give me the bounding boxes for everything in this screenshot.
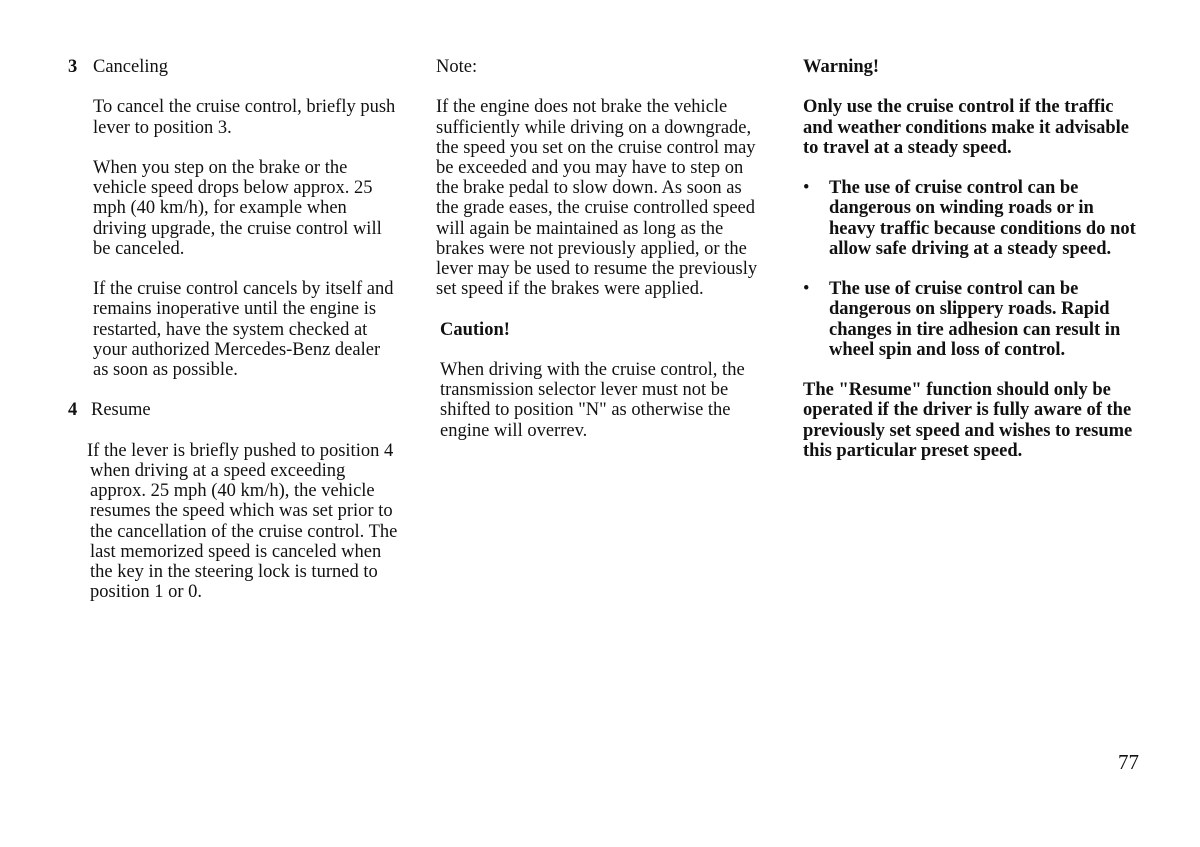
section-3-title: Canceling <box>93 57 169 77</box>
warning-bullet-2-text: The use of cruise control can be dangerous on slippery roads. Rapid changes in tire adhesion can result in wheel spin and loss of control. <box>829 279 1121 360</box>
section-3-heading <box>68 57 398 77</box>
warning-bullet-2 <box>803 279 1143 360</box>
section-4-paragraph-1: If the lever is briefly pushed to position 4 when driving at a speed exceeding approx. 25 mph (40 km/h), the vehicle resumes the speed which was set prior to the cancellation of the cruise control. The last memorized speed is canceled when the key in the steering lock is turned to position 1 or 0. <box>87 440 398 603</box>
page-number: 77 <box>1118 750 1139 774</box>
column-right <box>803 57 1143 461</box>
section-4-title: Resume <box>91 400 151 421</box>
resume-warning-text: The "Resume" function should only be operated if the driver is fully aware of the previously set speed and wishes to resume this particular preset speed. <box>803 380 1133 461</box>
section-4-number: 4 <box>68 400 78 421</box>
note-label: Note: <box>436 57 478 77</box>
warning-intro: Only use the cruise control if the traffic and weather conditions make it advisable to travel at a steady speed. <box>803 97 1130 158</box>
bullet-icon: • <box>803 178 810 199</box>
warning-label: Warning! <box>803 57 880 77</box>
section-3-paragraph-3: If the cruise control cancels by itself and remains inoperative until the engine is restarted, have the system checked at your authorized Mercedes-Benz dealer as soon as possible. <box>93 279 394 380</box>
column-left <box>68 57 398 602</box>
column-middle <box>436 57 766 441</box>
caution-text: When driving with the cruise control, the transmission selector lever must not be shifted to position "N" as otherwise the engine will overrev. <box>440 360 745 441</box>
section-3-paragraph-2: When you step on the brake or the vehicle speed drops below approx. 25 mph (40 km/h), for example when driving upgrade, the cruise control will be canceled. <box>93 157 382 259</box>
warning-bullet-1 <box>803 178 1143 259</box>
section-3-paragraph-1: To cancel the cruise control, briefly push lever to position 3. <box>93 97 396 138</box>
section-3-number: 3 <box>68 57 78 77</box>
section-4-heading <box>68 400 398 420</box>
bullet-icon: • <box>803 279 810 300</box>
note-text: If the engine does not brake the vehicle sufficiently while driving on a downgrade, the speed you set on the cruise control may be exceeded and you may have to step on the brake pedal to slow down. As soon as the grade eases, the cruise controlled speed will again be maintained as long as the brakes were not previously applied, or the lever may be used to resume the previously set speed if the brakes were applied. <box>436 97 758 300</box>
caution-label: Caution! <box>440 319 510 340</box>
warning-bullet-1-text: The use of cruise control can be dangerous on winding roads or in heavy traffic because conditions do not allow safe driving at a steady speed. <box>829 178 1136 259</box>
